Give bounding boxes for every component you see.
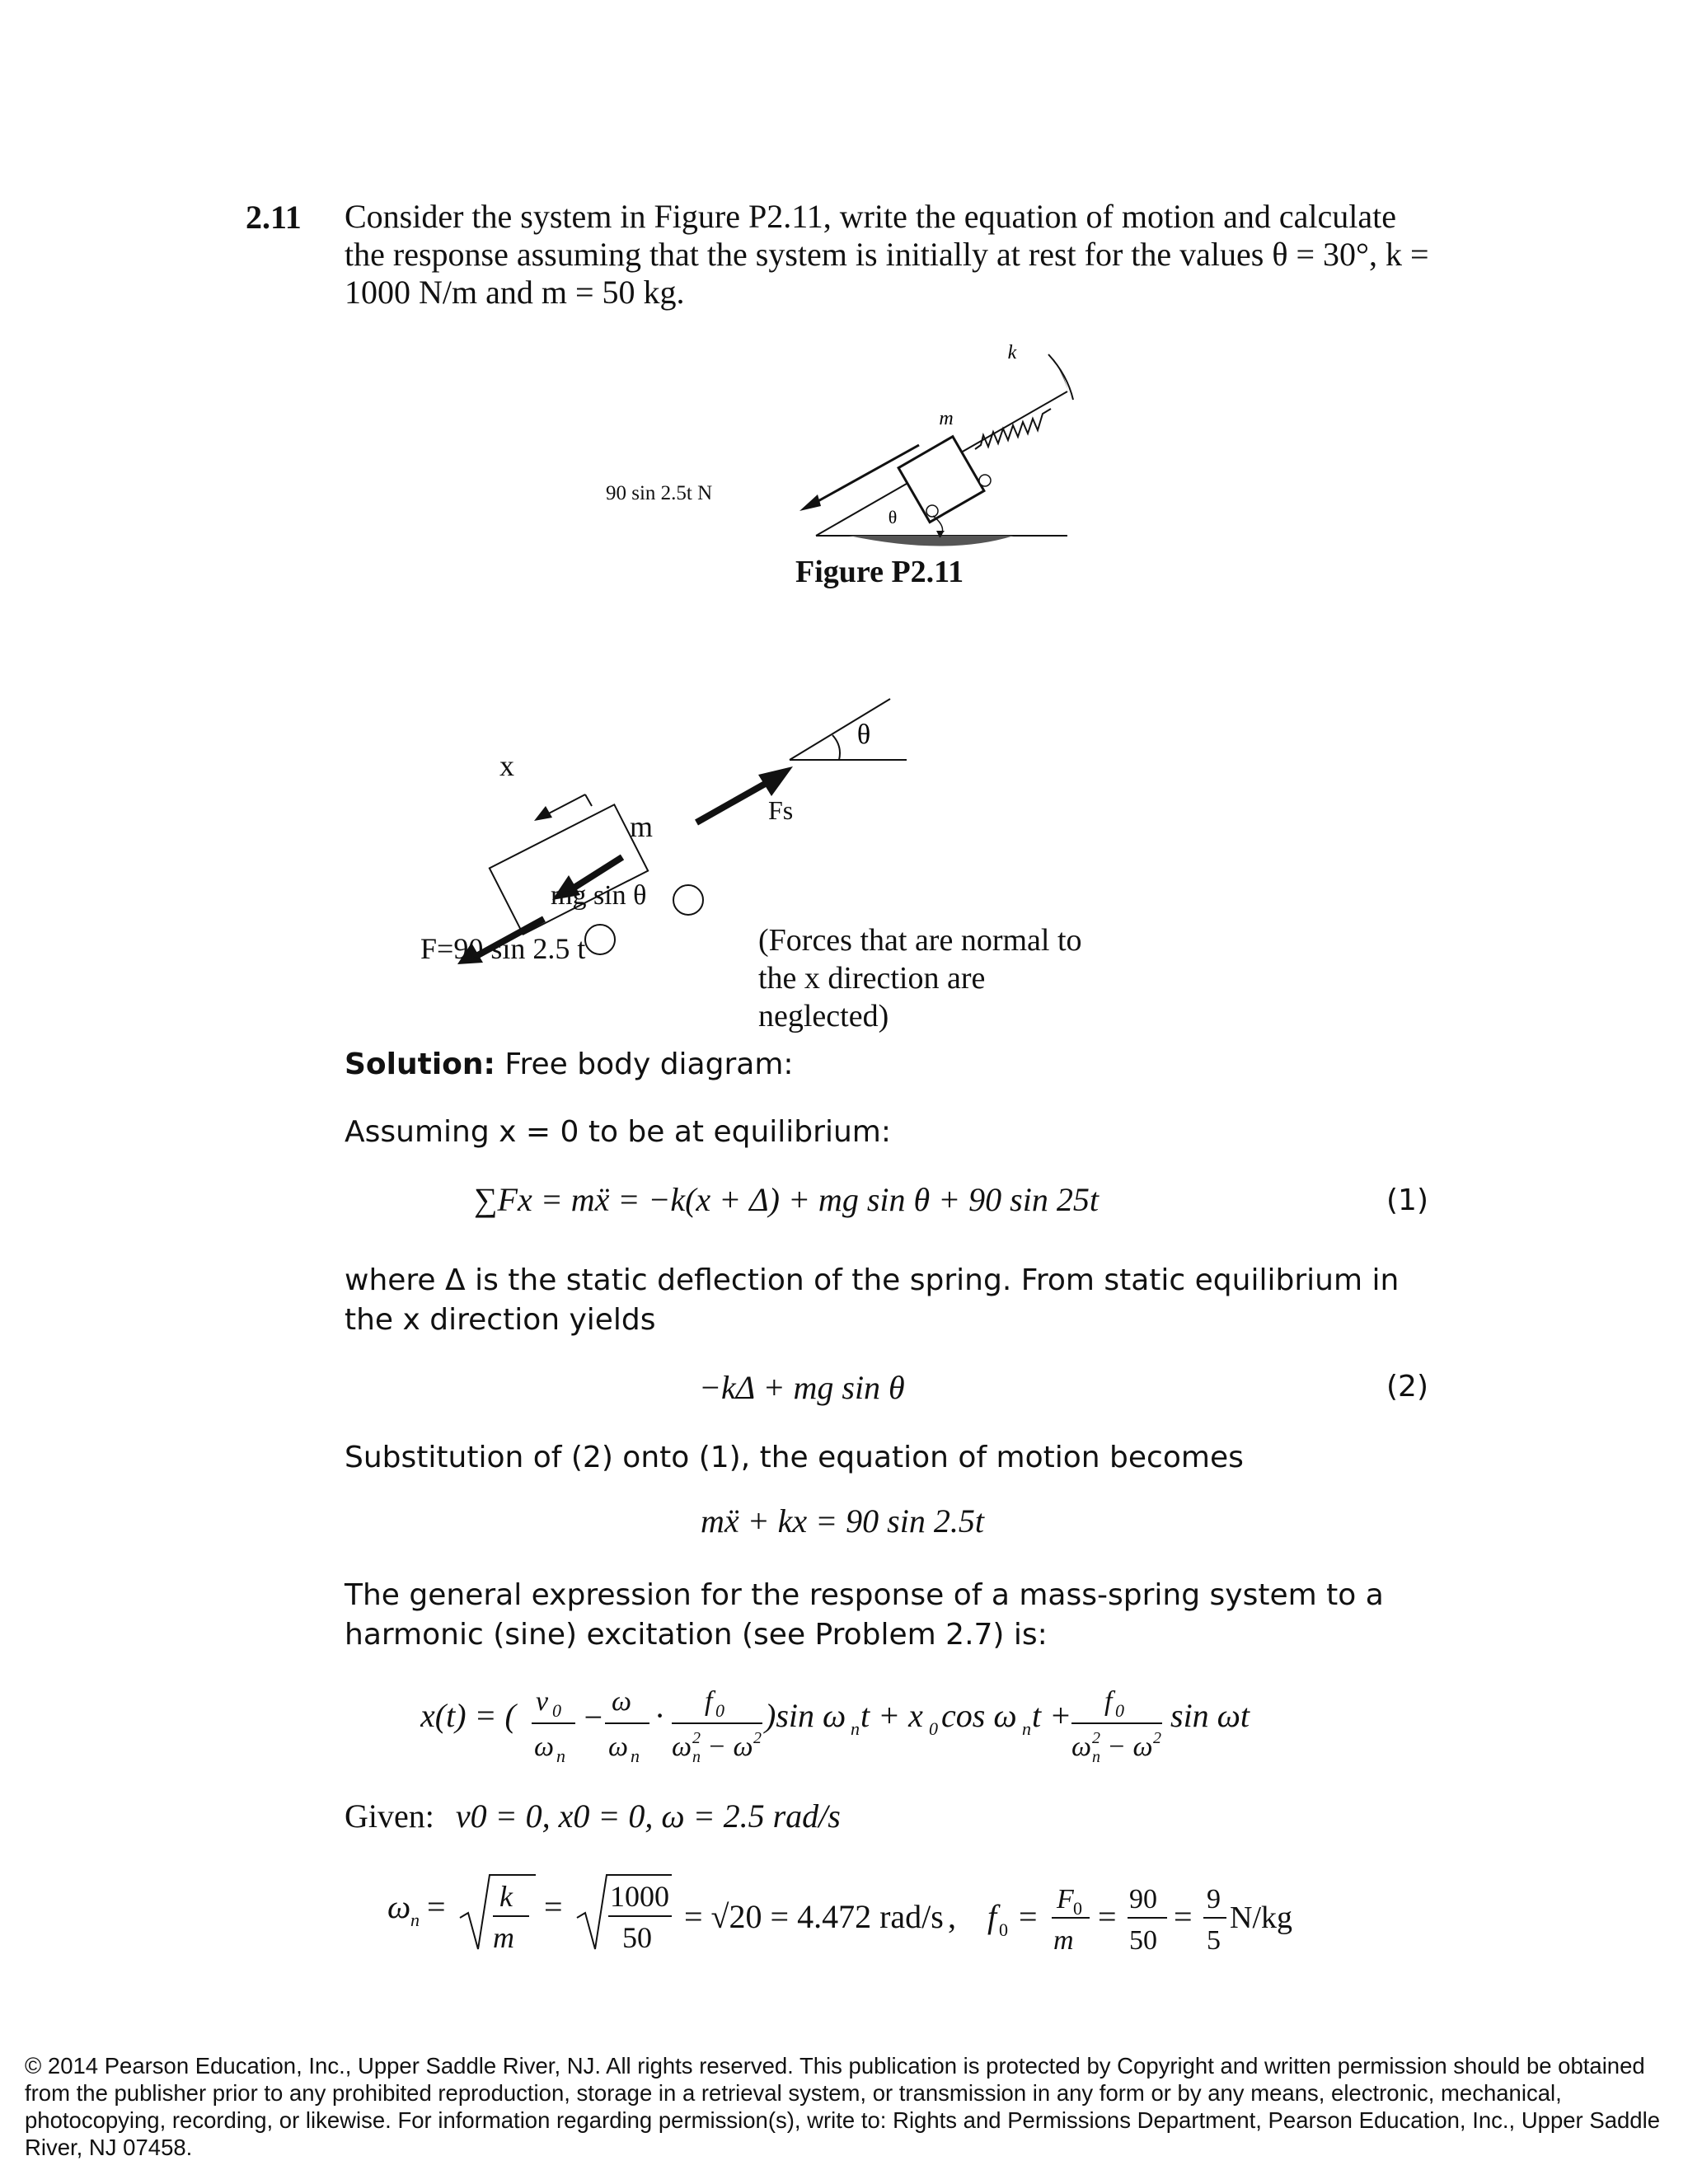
svg-text:0: 0 [1115, 1700, 1124, 1721]
svg-text:v: v [536, 1686, 549, 1717]
fbd-gravity-label: mg sin θ [551, 880, 647, 911]
svg-text:n: n [410, 1910, 420, 1930]
svg-text:,: , [948, 1898, 956, 1935]
svg-text:2: 2 [1092, 1729, 1100, 1747]
svg-text:x(t) = (: x(t) = ( [420, 1697, 516, 1734]
svg-text:0: 0 [1073, 1898, 1082, 1919]
svg-text:2: 2 [692, 1729, 701, 1747]
given-label: Given: [345, 1797, 434, 1835]
svg-text:0: 0 [999, 1919, 1008, 1940]
svg-text:k: k [499, 1880, 513, 1913]
figure-spring-label: k [1007, 342, 1017, 363]
svg-text:n: n [631, 1746, 640, 1766]
equation-2-number: (2) [1386, 1370, 1428, 1404]
svg-text:0: 0 [552, 1700, 561, 1721]
figure-force-label: 90 sin 2.5t N [606, 482, 713, 504]
wheel-right [979, 475, 991, 486]
svg-text:2: 2 [1153, 1729, 1161, 1747]
fbd-note: (Forces that are normal to the x direction are neglected) [758, 923, 1082, 1033]
figure-p2-11 [742, 321, 1104, 569]
solution-heading-rest: Free body diagram: [504, 1047, 794, 1081]
svg-text:ω: ω [672, 1732, 692, 1762]
svg-text:ω: ω [387, 1888, 411, 1925]
svg-text:1000: 1000 [610, 1880, 669, 1913]
svg-text:)sin ω: )sin ω [765, 1697, 846, 1734]
svg-text:t + x: t + x [860, 1697, 923, 1734]
figure-angle-label: θ [888, 507, 898, 527]
equation-1: ∑Fx = mẍ = −k(x + Δ) + mg sin θ + 90 sin 25t [474, 1181, 1099, 1218]
solution-heading-bold: Solution: [345, 1047, 495, 1081]
svg-text:n: n [1092, 1748, 1100, 1766]
svg-text:ω: ω [534, 1732, 555, 1762]
svg-text:=: = [427, 1888, 446, 1925]
svg-text:sin ωt: sin ωt [1170, 1697, 1250, 1734]
svg-text:n: n [556, 1746, 565, 1766]
svg-text:ω: ω [1071, 1732, 1092, 1762]
svg-text:0: 0 [929, 1718, 938, 1739]
svg-text:0: 0 [715, 1700, 724, 1721]
svg-text:50: 50 [1129, 1925, 1157, 1956]
f0-units: N/kg [1230, 1900, 1292, 1935]
svg-text:− ω: − ω [707, 1732, 753, 1762]
fbd-theta-label: θ [856, 719, 871, 750]
fbd-mass-label: m [630, 810, 654, 843]
fbd-block [490, 804, 648, 934]
svg-text:cos ω: cos ω [941, 1697, 1017, 1734]
svg-text:=: = [1174, 1898, 1193, 1935]
svg-text:−: − [582, 1699, 604, 1736]
svg-text:=: = [544, 1888, 563, 1925]
problem-statement: Consider the system in Figure P2.11, write the equation of motion and calculate the response assuming that the system is initially at rest for the values θ = 30°, k = 1000 N/m and m = 50 kg. [345, 198, 1429, 311]
svg-text:n: n [851, 1718, 860, 1739]
problem-number: 2.11 [246, 199, 302, 236]
svg-text:5: 5 [1207, 1925, 1221, 1956]
svg-text:·: · [655, 1697, 663, 1734]
wheel-left [926, 505, 938, 517]
figure-mass-label: m [939, 408, 954, 429]
spring [975, 409, 1051, 449]
svg-text:F: F [1057, 1884, 1074, 1915]
svg-text:50: 50 [622, 1921, 652, 1954]
svg-text:t +: t + [1032, 1697, 1072, 1734]
svg-text:f: f [1104, 1686, 1113, 1717]
fbd-spring-force-arrow [696, 783, 767, 823]
svg-text:n: n [1022, 1718, 1031, 1739]
svg-text:m: m [1053, 1925, 1074, 1956]
svg-text:2: 2 [753, 1729, 762, 1747]
substitution-text: Substitution of (2) onto (1), the equation of motion becomes [345, 1441, 1244, 1474]
given-values: v0 = 0, x0 = 0, ω = 2.5 rad/s [455, 1797, 841, 1835]
fbd-wheel-upper [673, 885, 703, 915]
svg-text:n: n [692, 1748, 701, 1766]
fbd-x-axis [544, 794, 585, 816]
omega-n-value: = √20 = 4.472 rad/s [684, 1898, 944, 1935]
equation-of-motion: mẍ + kx = 90 sin 2.5t [701, 1502, 984, 1540]
svg-text:ω: ω [612, 1686, 632, 1717]
fbd-force-label: F=90 sin 2.5 t [420, 932, 586, 965]
svg-text:=: = [1098, 1898, 1117, 1935]
svg-text:f: f [987, 1898, 997, 1935]
svg-text:− ω: − ω [1107, 1732, 1153, 1762]
equation-1-number: (1) [1386, 1183, 1428, 1217]
ground-hatch [849, 536, 1014, 546]
svg-text:ω: ω [608, 1732, 629, 1762]
svg-text:m: m [493, 1921, 514, 1954]
natural-frequency-equation [387, 1858, 1327, 1966]
fbd-fs-label: Fs [768, 795, 794, 825]
general-expression-text: The general expression for the response of a mass-spring system to a harmonic (sine) excitation (see Problem 2.7) is: [345, 1578, 1384, 1652]
general-response-equation [420, 1677, 1286, 1768]
svg-text:f: f [705, 1686, 713, 1717]
svg-text:9: 9 [1207, 1884, 1221, 1915]
where-text: where Δ is the static deflection of the spring. From static equilibrium in the x direction yields [345, 1263, 1400, 1337]
solution-heading [345, 1045, 794, 1085]
given-line [345, 1797, 841, 1835]
fbd-x-label: x [499, 749, 514, 782]
assumption-text: Assuming x = 0 to be at equilibrium: [345, 1115, 891, 1149]
svg-text:=: = [1019, 1898, 1038, 1935]
fbd-wheel-lower [585, 925, 615, 954]
svg-text:90: 90 [1129, 1884, 1157, 1915]
equation-2: −kΔ + mg sin θ [699, 1369, 905, 1406]
figure-caption: Figure P2.11 [795, 555, 964, 589]
copyright-footer: © 2014 Pearson Education, Inc., Upper Saddle River, NJ. All rights reserved. This publication is protected by Copyright and written permission should be obtained from the publisher prior to any prohibited reproduction, storage in a retrieval system, or transmission in any form or by any means, electronic, mechanical, photocopying, recording, or likewise. For information regarding permission(s), write to: Rights and Permissions Department, Pearson Education, Inc., Upper Saddle River, NJ 07458. [25, 2053, 1660, 2160]
